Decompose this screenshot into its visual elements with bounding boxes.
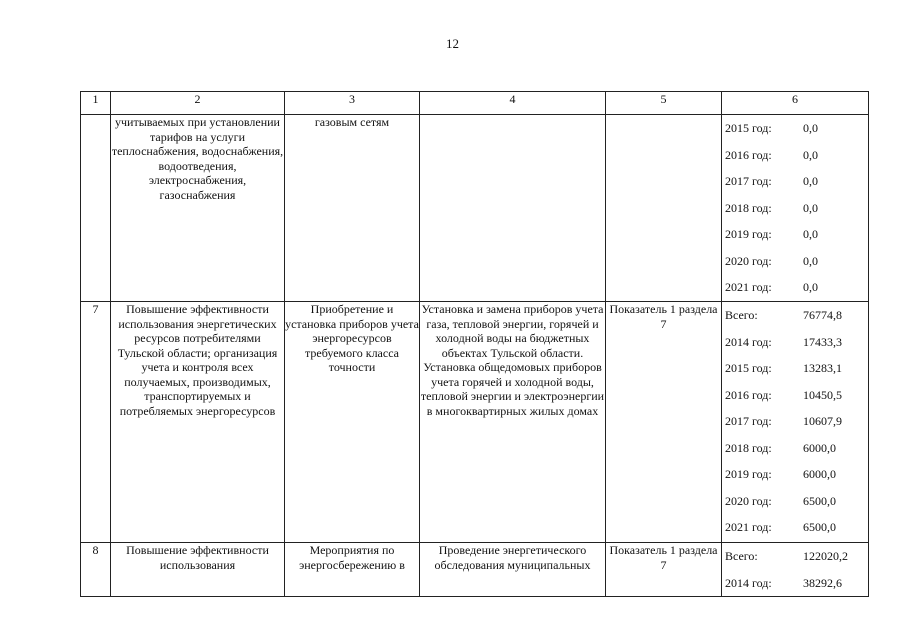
header-row <box>81 92 869 115</box>
indicator-cell: Показатель 1 раздела 7 <box>606 302 722 543</box>
financing-line <box>722 543 868 570</box>
financing-line <box>722 488 868 515</box>
financing-line <box>722 435 868 462</box>
financing-line <box>722 382 868 409</box>
year-label: 2019 год: <box>725 227 772 241</box>
goal-cell: учитываемых при установлении тарифов на услуги теплоснабжения, водоснабжения, водоотведения, электроснабжения, газоснабжения <box>111 115 285 302</box>
year-label: 2016 год: <box>725 387 772 402</box>
header-cell: 4 <box>420 92 606 115</box>
amount-value: 10607,9 <box>803 414 842 428</box>
year-label: 2018 год: <box>725 200 772 215</box>
year-label: Всего: <box>725 308 758 322</box>
header-cell: 3 <box>285 92 420 115</box>
year-label: 2014 год: <box>725 575 772 590</box>
year-label: 2015 год: <box>725 121 772 135</box>
financing-line <box>722 302 868 329</box>
amount-value: 38292,6 <box>803 575 842 590</box>
year-label: 2016 год: <box>725 147 772 162</box>
year-label: 2021 год: <box>725 280 772 294</box>
financing-cell <box>722 302 869 543</box>
financing-line <box>722 142 868 169</box>
table-row <box>81 543 869 597</box>
amount-value: 13283,1 <box>803 361 842 375</box>
amount-value: 0,0 <box>803 200 818 215</box>
measure-cell: Мероприятия по энергосбережению в <box>285 543 420 597</box>
financing-line <box>722 168 868 195</box>
header-cell: 1 <box>81 92 111 115</box>
amount-value: 6000,0 <box>803 467 836 481</box>
amount-value: 0,0 <box>803 147 818 162</box>
amount-value: 10450,5 <box>803 387 842 402</box>
measure-cell: Приобретение и установка приборов учета энергоресурсов требуемого класса точности <box>285 302 420 543</box>
year-label: 2021 год: <box>725 520 772 534</box>
financing-cell <box>722 543 869 597</box>
amount-value: 17433,3 <box>803 334 842 349</box>
row-number: 8 <box>81 543 111 597</box>
amount-value: 76774,8 <box>803 308 842 322</box>
financing-line <box>722 329 868 356</box>
row-number: 7 <box>81 302 111 543</box>
goal-cell: Повышение эффективности использования энергетических ресурсов потребителями Тульской области; организация учета и контроля всех получаемых, производимых, транспортируемых и потребляемых энергоресурсов <box>111 302 285 543</box>
description-cell <box>420 115 606 302</box>
header-cell: 6 <box>722 92 869 115</box>
amount-value: 6500,0 <box>803 493 836 508</box>
amount-value: 6500,0 <box>803 520 836 534</box>
amount-value: 0,0 <box>803 280 818 294</box>
description-cell: Проведение энергетического обследования муниципальных <box>420 543 606 597</box>
amount-value: 6000,0 <box>803 440 836 455</box>
year-label: 2018 год: <box>725 440 772 455</box>
amount-value: 0,0 <box>803 227 818 241</box>
amount-value: 0,0 <box>803 253 818 268</box>
financing-line <box>722 274 868 301</box>
goal-cell: Повышение эффективности использования <box>111 543 285 597</box>
year-label: 2020 год: <box>725 493 772 508</box>
table-row <box>81 302 869 543</box>
description-cell: Установка и замена приборов учета газа, тепловой энергии, горячей и холодной воды на бюджетных объектах Тульской области. Установка общедомовых приборов учета горячей и холодной воды, тепловой энергии и электроэнергии в многоквартирных жилых домах <box>420 302 606 543</box>
amount-value: 0,0 <box>803 121 818 135</box>
financing-line <box>722 355 868 382</box>
financing-line <box>722 248 868 275</box>
financing-line <box>722 408 868 435</box>
header-cell: 2 <box>111 92 285 115</box>
amount-value: 0,0 <box>803 174 818 188</box>
year-label: 2015 год: <box>725 361 772 375</box>
header-cell: 5 <box>606 92 722 115</box>
year-label: 2019 год: <box>725 467 772 481</box>
measures-table <box>80 91 869 597</box>
year-label: 2017 год: <box>725 174 772 188</box>
indicator-cell: Показатель 1 раздела 7 <box>606 543 722 597</box>
year-label: 2017 год: <box>725 414 772 428</box>
row-number <box>81 115 111 302</box>
page-number: 12 <box>446 36 459 51</box>
year-label: 2020 год: <box>725 253 772 268</box>
indicator-cell <box>606 115 722 302</box>
financing-line <box>722 195 868 222</box>
financing-line <box>722 514 868 541</box>
amount-value: 122020,2 <box>803 549 848 563</box>
year-label: 2014 год: <box>725 334 772 349</box>
financing-line <box>722 461 868 488</box>
financing-line <box>722 570 868 597</box>
financing-line <box>722 221 868 248</box>
table-row <box>81 115 869 302</box>
financing-line <box>722 115 868 142</box>
year-label: Всего: <box>725 549 758 563</box>
financing-cell <box>722 115 869 302</box>
measure-cell: газовым сетям <box>285 115 420 302</box>
